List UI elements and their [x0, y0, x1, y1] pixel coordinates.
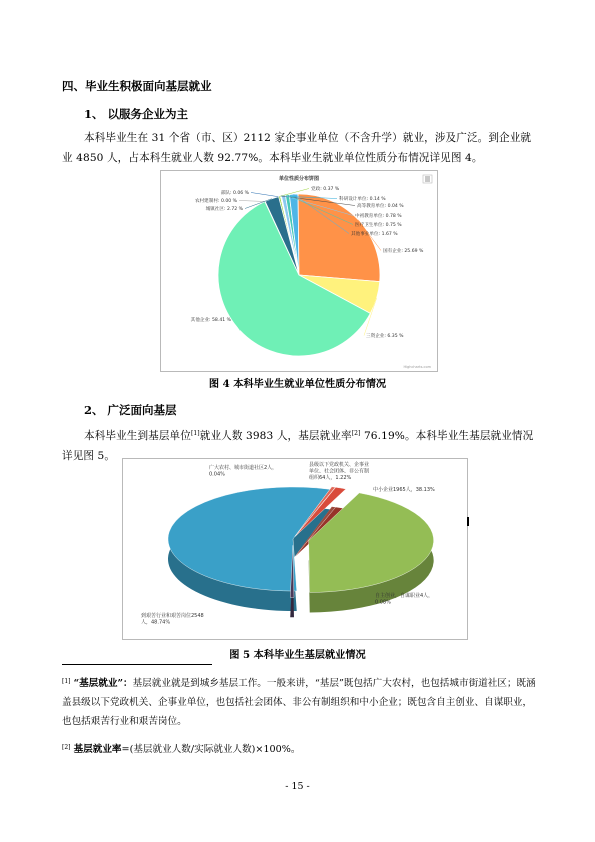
figure-5-chart [122, 458, 468, 640]
footnote-divider [62, 664, 212, 665]
pie-leader-line [251, 193, 278, 197]
figure-5-caption: 图 5 本科毕业生基层就业情况 [229, 649, 366, 661]
paragraph-2-part1: 本科毕业生到基层单位 [84, 430, 191, 442]
footnote-1 [62, 672, 540, 731]
text-cursor-mark [467, 517, 469, 526]
pie-leader-line [239, 201, 265, 202]
subsection-title-1: 1、 以服务企业为主 [84, 107, 189, 121]
pie-chart-2 [123, 459, 467, 639]
pie-data-label: 高等教育单位: 0.04 % [357, 204, 404, 209]
pie-data-label: 县级以下党政机关、企事业单位、社会团体、非公有制组织64人，1.22% [309, 462, 370, 481]
figure-4-chart [160, 170, 438, 372]
pie-data-label: 到艰苦行业和艰苦岗位2548 人，48.74% [141, 613, 204, 626]
footnote-2-text: =(基层就业人数/实际就业人数)×100%。 [121, 744, 301, 755]
pie-data-label: 医疗卫生单位: 0.75 % [355, 223, 402, 228]
section-title: 四、毕业生积极面向基层就业 [62, 79, 212, 93]
menu-icon[interactable] [423, 175, 432, 183]
pie-data-label: 部队: 0.06 % [220, 191, 249, 196]
pie-data-label: 农村建制村: 0.00 % [194, 199, 237, 204]
pie-data-label: 科研设计单位: 0.14 % [339, 197, 386, 202]
paragraph-2-part2: 就业人数 3983 人，基层就业率 [199, 430, 352, 442]
footnote-1-text: 基层就业就是到城乡基层工作。一般来讲，“基层”既包括广大农村，也包括城市街道社区；既涵盖县级以下党政机关、企事业单位，也包括社会团体、非公有制组织和中小企业；既包含自主创业、自谋职业，也包括艰苦行业和艰苦岗位。 [62, 678, 536, 727]
subsection-title-2: 2、 广泛面向基层 [84, 403, 177, 417]
footnote-2 [62, 738, 540, 759]
chart-credit: Highcharts.com [403, 365, 431, 369]
page-number: - 15 - [285, 781, 310, 792]
paragraph-2-part3: 76.19%。本科毕业生基层就业情况详见图 5。 [62, 430, 534, 462]
footnote-1-mark: [1] [62, 678, 71, 685]
pie-data-label: 三资企业: 6.35 % [366, 334, 404, 339]
chart-title: 单位性质分布饼图 [278, 176, 320, 182]
pie-data-label: 中小企业1965人，38.13% [373, 487, 435, 493]
pie-data-label: 国有企业: 25.69 % [383, 249, 424, 254]
footnote-1-term: “基层就业”： [73, 678, 133, 689]
paragraph-1: 本科毕业生在 31 个省（市、区）2112 家企事业单位（不含升学）就业，涉及广泛。到企业就业 4850 人，占本科生就业人数 92.77%。本科毕业生就业单位性质分布情况详见图 4。 [62, 132, 532, 164]
pie-chart-1 [161, 171, 437, 371]
figure-4-caption: 图 4 本科毕业生就业单位性质分布情况 [208, 378, 387, 390]
footnote-ref-1[interactable]: [1] [190, 430, 200, 437]
pie-data-label: 广大农村、城市街道社区2人， 0.04% [209, 465, 278, 478]
footnote-2-term: 基层就业率 [73, 744, 122, 755]
footnote-2-mark: [2] [62, 744, 71, 751]
pie-data-label: 中初教育单位: 0.78 % [355, 214, 402, 219]
pie-data-label: 其他企业: 58.41 % [190, 318, 231, 323]
pie-data-label: 其他事业单位: 1.67 % [351, 232, 398, 237]
pie-data-label: 党政: 0.37 % [311, 187, 340, 192]
pie-data-label: 自主创业，自谋职业4人， 0.08% [375, 593, 434, 606]
pie-data-label: 城镇社区: 2.72 % [205, 207, 243, 212]
footnote-ref-2[interactable]: [2] [351, 430, 361, 437]
